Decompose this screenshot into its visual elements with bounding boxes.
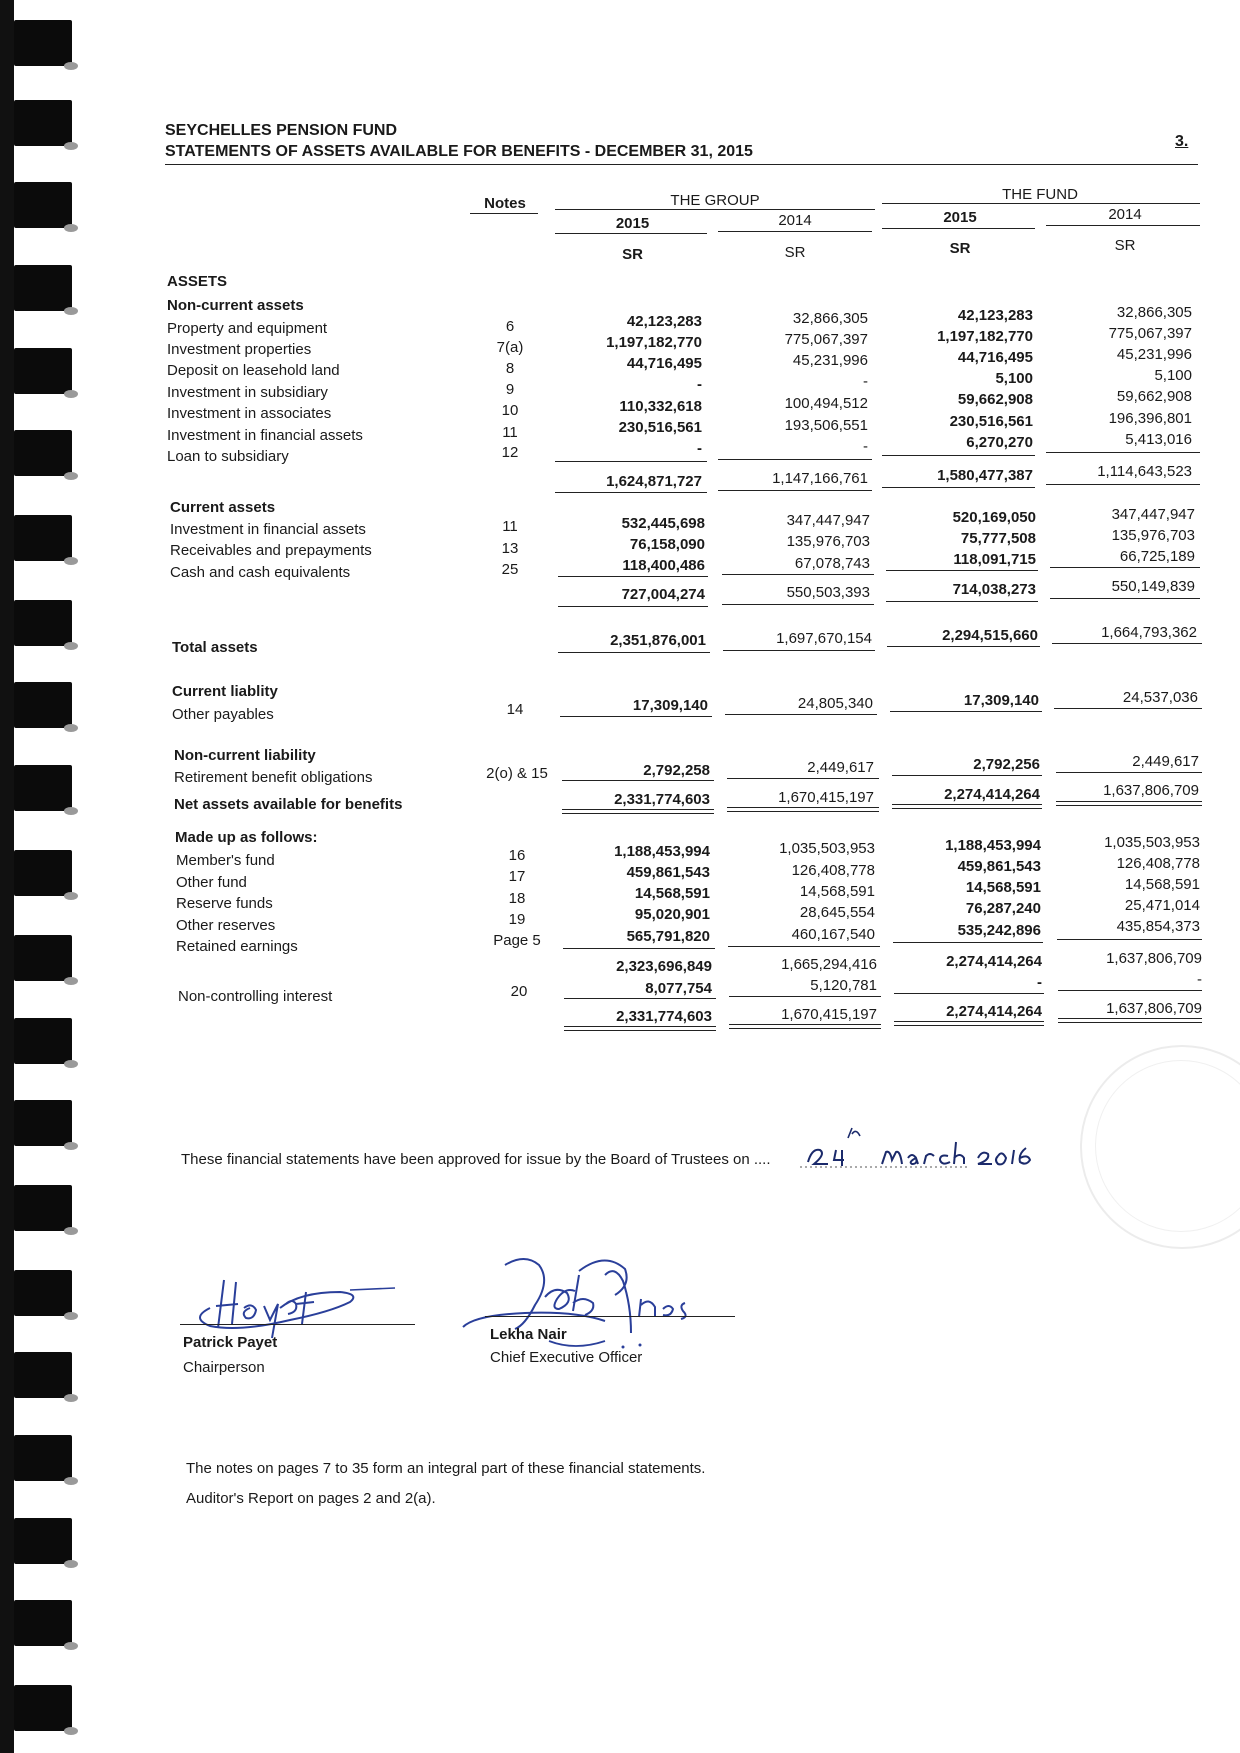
group-2014-net-assets: 1,670,415,197 xyxy=(778,789,874,806)
rule xyxy=(893,942,1043,943)
group-2014-total-assets: 1,697,670,154 xyxy=(776,630,872,647)
rule xyxy=(563,948,715,949)
fund-2015-value: - xyxy=(1037,974,1042,991)
chairperson-name: Patrick Payet xyxy=(183,1334,278,1351)
row-label: Receivables and prepayments xyxy=(170,542,372,559)
binding-hole xyxy=(14,1685,72,1731)
notes-heading: Notes xyxy=(484,195,526,212)
fund-2015-value: 14,568,591 xyxy=(965,879,1041,896)
fund-2014-subtotal: 1,114,643,523 xyxy=(1097,463,1192,480)
fund-2015-final-total: 2,274,414,264 xyxy=(946,1003,1042,1020)
row-label: Property and equipment xyxy=(167,320,328,337)
row-label: Investment properties xyxy=(167,341,312,358)
net-assets-label: Net assets available for benefits xyxy=(174,796,403,813)
rule xyxy=(1054,708,1202,709)
row-note: 6 xyxy=(505,318,515,335)
group-2014-subtotal: 1,147,166,761 xyxy=(772,470,868,487)
current-liability-heading: Current liablity xyxy=(172,683,278,700)
rule xyxy=(1050,567,1200,568)
rule xyxy=(555,461,707,462)
footer-notes-line: The notes on pages 7 to 35 form an integral part of these financial statements. xyxy=(186,1460,706,1477)
group-2014-value: 67,078,743 xyxy=(794,555,870,572)
fund-2014-value: 135,976,703 xyxy=(1111,527,1195,544)
rule xyxy=(725,714,877,715)
row-label: Other payables xyxy=(172,706,274,723)
double-rule xyxy=(727,807,879,812)
fund-rule xyxy=(882,203,1200,204)
row-label: Retirement benefit obligations xyxy=(174,769,373,786)
group-2014-value: 32,866,305 xyxy=(792,310,868,327)
row-label: Reserve funds xyxy=(176,895,273,912)
group-2015-value: 118,400,486 xyxy=(622,557,705,574)
row-label: Cash and cash equivalents xyxy=(170,564,351,581)
group-2015-value: 95,020,901 xyxy=(634,906,710,923)
double-rule xyxy=(1058,1018,1202,1023)
fund-2015-value: 1,197,182,770 xyxy=(937,328,1033,345)
fund-2015-net-assets: 2,274,414,264 xyxy=(944,786,1040,803)
rule xyxy=(882,228,1035,229)
row-note: 12 xyxy=(501,444,519,461)
binding-hole xyxy=(14,1018,72,1064)
group-2015-subtotal: 727,004,274 xyxy=(621,586,705,603)
rule xyxy=(886,570,1038,571)
fund-2014-subtotal: 550,149,839 xyxy=(1111,578,1195,595)
fund-2014-value: 5,100 xyxy=(1154,367,1192,384)
row-note: 9 xyxy=(505,381,515,398)
binding-hole xyxy=(14,1270,72,1316)
fund-2014-value: 347,447,947 xyxy=(1111,506,1195,523)
binding-hole xyxy=(14,182,72,228)
fund-2014-value: - xyxy=(1197,971,1202,988)
fund-2015-value: 118,091,715 xyxy=(953,551,1036,568)
fund-2015-subtotal: 714,038,273 xyxy=(952,581,1036,598)
group-2014-value: 5,120,781 xyxy=(810,977,877,994)
group-2015-value: 1,197,182,770 xyxy=(606,334,702,351)
fund-2014-value: 1,035,503,953 xyxy=(1104,834,1200,851)
fund-2015-value: 459,861,543 xyxy=(957,858,1041,875)
fund-2014-value: 126,408,778 xyxy=(1116,855,1200,872)
fund-2015-value: 75,777,508 xyxy=(960,530,1036,547)
row-note: 13 xyxy=(501,540,519,557)
rule xyxy=(890,711,1042,712)
rule xyxy=(1046,225,1200,226)
group-2015-value: 14,568,591 xyxy=(634,885,710,902)
fund-2014-value: 66,725,189 xyxy=(1119,548,1195,565)
fund-2014-value: 14,568,591 xyxy=(1124,876,1200,893)
group-2014-value: 347,447,947 xyxy=(786,512,870,529)
group-2014-value: 100,494,512 xyxy=(784,395,868,412)
fund-2015-total-assets: 2,294,515,660 xyxy=(942,627,1038,644)
group-2014-value: 126,408,778 xyxy=(791,862,875,879)
rule xyxy=(722,604,874,605)
rule xyxy=(1056,772,1202,773)
rule xyxy=(1050,598,1200,599)
row-label: Investment in financial assets xyxy=(170,521,366,538)
group-2014-value: 28,645,554 xyxy=(799,904,875,921)
binding-hole xyxy=(14,1185,72,1231)
rule xyxy=(558,606,708,607)
fund-2015-currency: SR xyxy=(949,240,971,257)
group-2014-subtotal: 550,503,393 xyxy=(786,584,870,601)
rule xyxy=(1046,484,1200,485)
rule xyxy=(562,780,714,781)
group-2015-value: 76,158,090 xyxy=(629,536,705,553)
double-rule xyxy=(892,804,1042,809)
group-rule xyxy=(555,209,875,210)
rule xyxy=(718,490,872,491)
group-2015-subtotal: 2,323,696,849 xyxy=(616,958,712,975)
rule xyxy=(718,459,872,460)
row-note: 11 xyxy=(502,518,518,535)
binding-hole xyxy=(14,265,72,311)
header-rule xyxy=(165,164,1198,165)
binding-hole xyxy=(14,682,72,728)
group-2015-value: 42,123,283 xyxy=(626,313,702,330)
group-2015-subtotal: 1,624,871,727 xyxy=(606,473,702,490)
fund-2015-subtotal: 1,580,477,387 xyxy=(937,467,1033,484)
row-note: 7(a) xyxy=(496,339,524,356)
group-2014-subtotal: 1,665,294,416 xyxy=(781,956,877,973)
rule xyxy=(892,775,1042,776)
statement-title: STATEMENTS OF ASSETS AVAILABLE FOR BENEFITS - DECEMBER 31, 2015 xyxy=(165,143,753,160)
ring-binding xyxy=(0,0,80,1753)
group-2014-value: 135,976,703 xyxy=(786,533,870,550)
fund-2015-value: 42,123,283 xyxy=(957,307,1033,324)
group-2015-value: 565,791,820 xyxy=(626,928,710,945)
row-label: Investment in subsidiary xyxy=(167,384,328,401)
row-note: 11 xyxy=(502,424,518,441)
row-note: 18 xyxy=(508,890,526,907)
rule xyxy=(729,996,881,997)
row-label: Investment in financial assets xyxy=(167,427,363,444)
fund-2015-heading: 2015 xyxy=(943,209,977,226)
group-2014-value: - xyxy=(863,438,868,455)
rule xyxy=(882,455,1035,456)
group-2015-final-total: 2,331,774,603 xyxy=(616,1008,712,1025)
footer-auditor-line: Auditor's Report on pages 2 and 2(a). xyxy=(186,1490,436,1507)
group-2014-final-total: 1,670,415,197 xyxy=(781,1006,877,1023)
fund-2014-net-assets: 1,637,806,709 xyxy=(1103,782,1199,799)
noncurrent-assets-heading: Non-current assets xyxy=(167,297,304,314)
assets-heading: ASSETS xyxy=(167,273,228,290)
group-2014-value: 460,167,540 xyxy=(791,926,875,943)
group-2015-value: 110,332,618 xyxy=(619,398,702,415)
fund-2014-value: 5,413,016 xyxy=(1125,431,1192,448)
fund-2015-value: 535,242,896 xyxy=(957,922,1041,939)
binding-hole xyxy=(14,935,72,981)
rule xyxy=(1052,643,1202,644)
row-note: 17 xyxy=(508,868,526,885)
group-2015-value: - xyxy=(697,376,702,393)
fund-2015-value: 520,169,050 xyxy=(952,509,1036,526)
fund-2015-subtotal: 2,274,414,264 xyxy=(946,953,1042,970)
rule xyxy=(718,231,872,232)
binding-hole xyxy=(14,765,72,811)
group-2015-currency: SR xyxy=(622,246,643,263)
fund-2014-value: 59,662,908 xyxy=(1116,388,1192,405)
double-rule xyxy=(562,809,714,814)
row-label: Other reserves xyxy=(176,917,276,934)
group-2014-currency: SR xyxy=(784,244,806,261)
double-rule xyxy=(1056,801,1202,806)
row-label: Member's fund xyxy=(176,852,275,869)
ceo-role: Chief Executive Officer xyxy=(490,1349,643,1366)
row-label: Deposit on leasehold land xyxy=(167,362,340,379)
group-2015-value: 2,792,258 xyxy=(643,762,710,779)
fund-2014-value: 775,067,397 xyxy=(1108,325,1192,342)
binding-hole xyxy=(14,600,72,646)
row-note: 2(o) & 15 xyxy=(486,765,548,782)
group-2015-value: 1,188,453,994 xyxy=(614,843,710,860)
fund-2014-value: 45,231,996 xyxy=(1116,346,1192,363)
group-2014-value: 24,805,340 xyxy=(797,695,873,712)
signature-line-ceo xyxy=(485,1316,735,1317)
group-2014-value: 45,231,996 xyxy=(792,352,868,369)
row-label: Other fund xyxy=(176,874,247,891)
fund-2015-value: 230,516,561 xyxy=(949,413,1033,430)
ceo-name: Lekha Nair xyxy=(490,1326,567,1343)
org-name: SEYCHELLES PENSION FUND xyxy=(165,122,398,139)
fund-2014-total-assets: 1,664,793,362 xyxy=(1101,624,1197,641)
group-2014-value: 2,449,617 xyxy=(807,759,874,776)
binding-hole xyxy=(14,100,72,146)
group-2015-value: 8,077,754 xyxy=(645,980,712,997)
double-rule xyxy=(564,1026,716,1031)
group-2015-value: 44,716,495 xyxy=(626,355,702,372)
group-2015-value: 532,445,698 xyxy=(621,515,705,532)
binding-hole xyxy=(14,1100,72,1146)
rule xyxy=(1057,939,1202,940)
fund-2014-value: 32,866,305 xyxy=(1116,304,1192,321)
fund-2014-currency: SR xyxy=(1114,237,1136,254)
group-2014-value: 775,067,397 xyxy=(784,331,868,348)
binding-hole xyxy=(14,1518,72,1564)
group-2015-value: 459,861,543 xyxy=(626,864,710,881)
fund-2015-value: 5,100 xyxy=(995,370,1033,387)
fund-2014-value: 2,449,617 xyxy=(1132,753,1199,770)
double-rule xyxy=(729,1024,881,1029)
binding-hole xyxy=(14,1435,72,1481)
group-2015-value: - xyxy=(697,440,702,457)
page-number: 3. xyxy=(1175,133,1189,150)
binding-hole xyxy=(14,20,72,66)
group-2015-net-assets: 2,331,774,603 xyxy=(614,791,710,808)
rule xyxy=(722,574,874,575)
group-2014-value: 1,035,503,953 xyxy=(779,840,875,857)
rule xyxy=(727,778,879,779)
group-2015-heading: 2015 xyxy=(615,215,650,232)
rule xyxy=(894,993,1044,994)
rule xyxy=(723,650,875,651)
fund-2015-value: 17,309,140 xyxy=(963,692,1039,709)
double-rule xyxy=(894,1021,1044,1026)
rule xyxy=(886,601,1038,602)
row-label: Loan to subsidiary xyxy=(167,448,289,465)
fund-2014-value: 435,854,373 xyxy=(1116,918,1200,935)
rule xyxy=(564,998,716,999)
row-label: Retained earnings xyxy=(176,938,298,955)
binding-hole xyxy=(14,515,72,561)
rule xyxy=(887,646,1040,647)
fund-2014-heading: 2014 xyxy=(1108,206,1142,223)
group-2015-value: 230,516,561 xyxy=(618,419,702,436)
row-note: 8 xyxy=(505,360,515,377)
noncurrent-liability-heading: Non-current liability xyxy=(174,747,316,764)
fund-2015-value: 2,792,256 xyxy=(973,756,1040,773)
binding-hole xyxy=(14,1352,72,1398)
row-note: 20 xyxy=(510,983,528,1000)
rule xyxy=(560,716,712,717)
current-assets-heading: Current assets xyxy=(170,499,276,516)
binding-hole xyxy=(14,348,72,394)
row-note: 16 xyxy=(508,847,526,864)
group-heading: THE GROUP xyxy=(670,192,760,209)
row-label: Investment in associates xyxy=(167,405,332,422)
row-note: 25 xyxy=(501,561,519,578)
fund-2014-final-total: 1,637,806,709 xyxy=(1106,1000,1202,1017)
fund-2014-value: 196,396,801 xyxy=(1108,410,1192,427)
rule xyxy=(728,946,880,947)
group-2015-value: 17,309,140 xyxy=(632,697,708,714)
group-2014-value: 14,568,591 xyxy=(799,883,875,900)
fund-2014-subtotal: 1,637,806,709 xyxy=(1106,950,1202,967)
row-note: 14 xyxy=(506,701,524,718)
binding-edge xyxy=(0,0,14,1753)
rule xyxy=(555,233,707,234)
row-label: Non-controlling interest xyxy=(178,988,333,1005)
fund-2015-value: 59,662,908 xyxy=(957,391,1033,408)
notes-underline xyxy=(470,213,538,214)
row-note: 19 xyxy=(508,911,526,928)
row-note: Page 5 xyxy=(493,932,541,949)
group-2014-value: 193,506,551 xyxy=(784,417,868,434)
binding-hole xyxy=(14,430,72,476)
rule xyxy=(558,576,708,577)
group-2015-total-assets: 2,351,876,001 xyxy=(610,632,706,649)
fund-2014-value: 24,537,036 xyxy=(1122,689,1198,706)
row-note: 10 xyxy=(501,402,519,419)
rule xyxy=(555,492,707,493)
handwritten-approval-date xyxy=(800,1120,1070,1170)
rule xyxy=(1046,452,1200,453)
fund-2015-value: 1,188,453,994 xyxy=(945,837,1041,854)
rule xyxy=(558,652,710,653)
chairperson-role: Chairperson xyxy=(183,1359,265,1376)
fund-2015-value: 44,716,495 xyxy=(957,349,1033,366)
made-up-heading: Made up as follows: xyxy=(175,829,318,846)
approval-statement: These financial statements have been approved for issue by the Board of Trustees on .... xyxy=(181,1151,771,1168)
fund-2015-value: 76,287,240 xyxy=(965,900,1041,917)
rule xyxy=(1058,990,1202,991)
binding-hole xyxy=(14,850,72,896)
total-assets-label: Total assets xyxy=(172,639,258,656)
group-2014-value: - xyxy=(863,373,868,390)
binding-hole xyxy=(14,1600,72,1646)
signature-line-chairperson xyxy=(180,1324,415,1325)
group-2014-heading: 2014 xyxy=(778,212,812,229)
fund-2015-value: 6,270,270 xyxy=(966,434,1033,451)
fund-heading: THE FUND xyxy=(1002,186,1078,203)
fund-2014-value: 25,471,014 xyxy=(1124,897,1200,914)
rule xyxy=(882,487,1035,488)
